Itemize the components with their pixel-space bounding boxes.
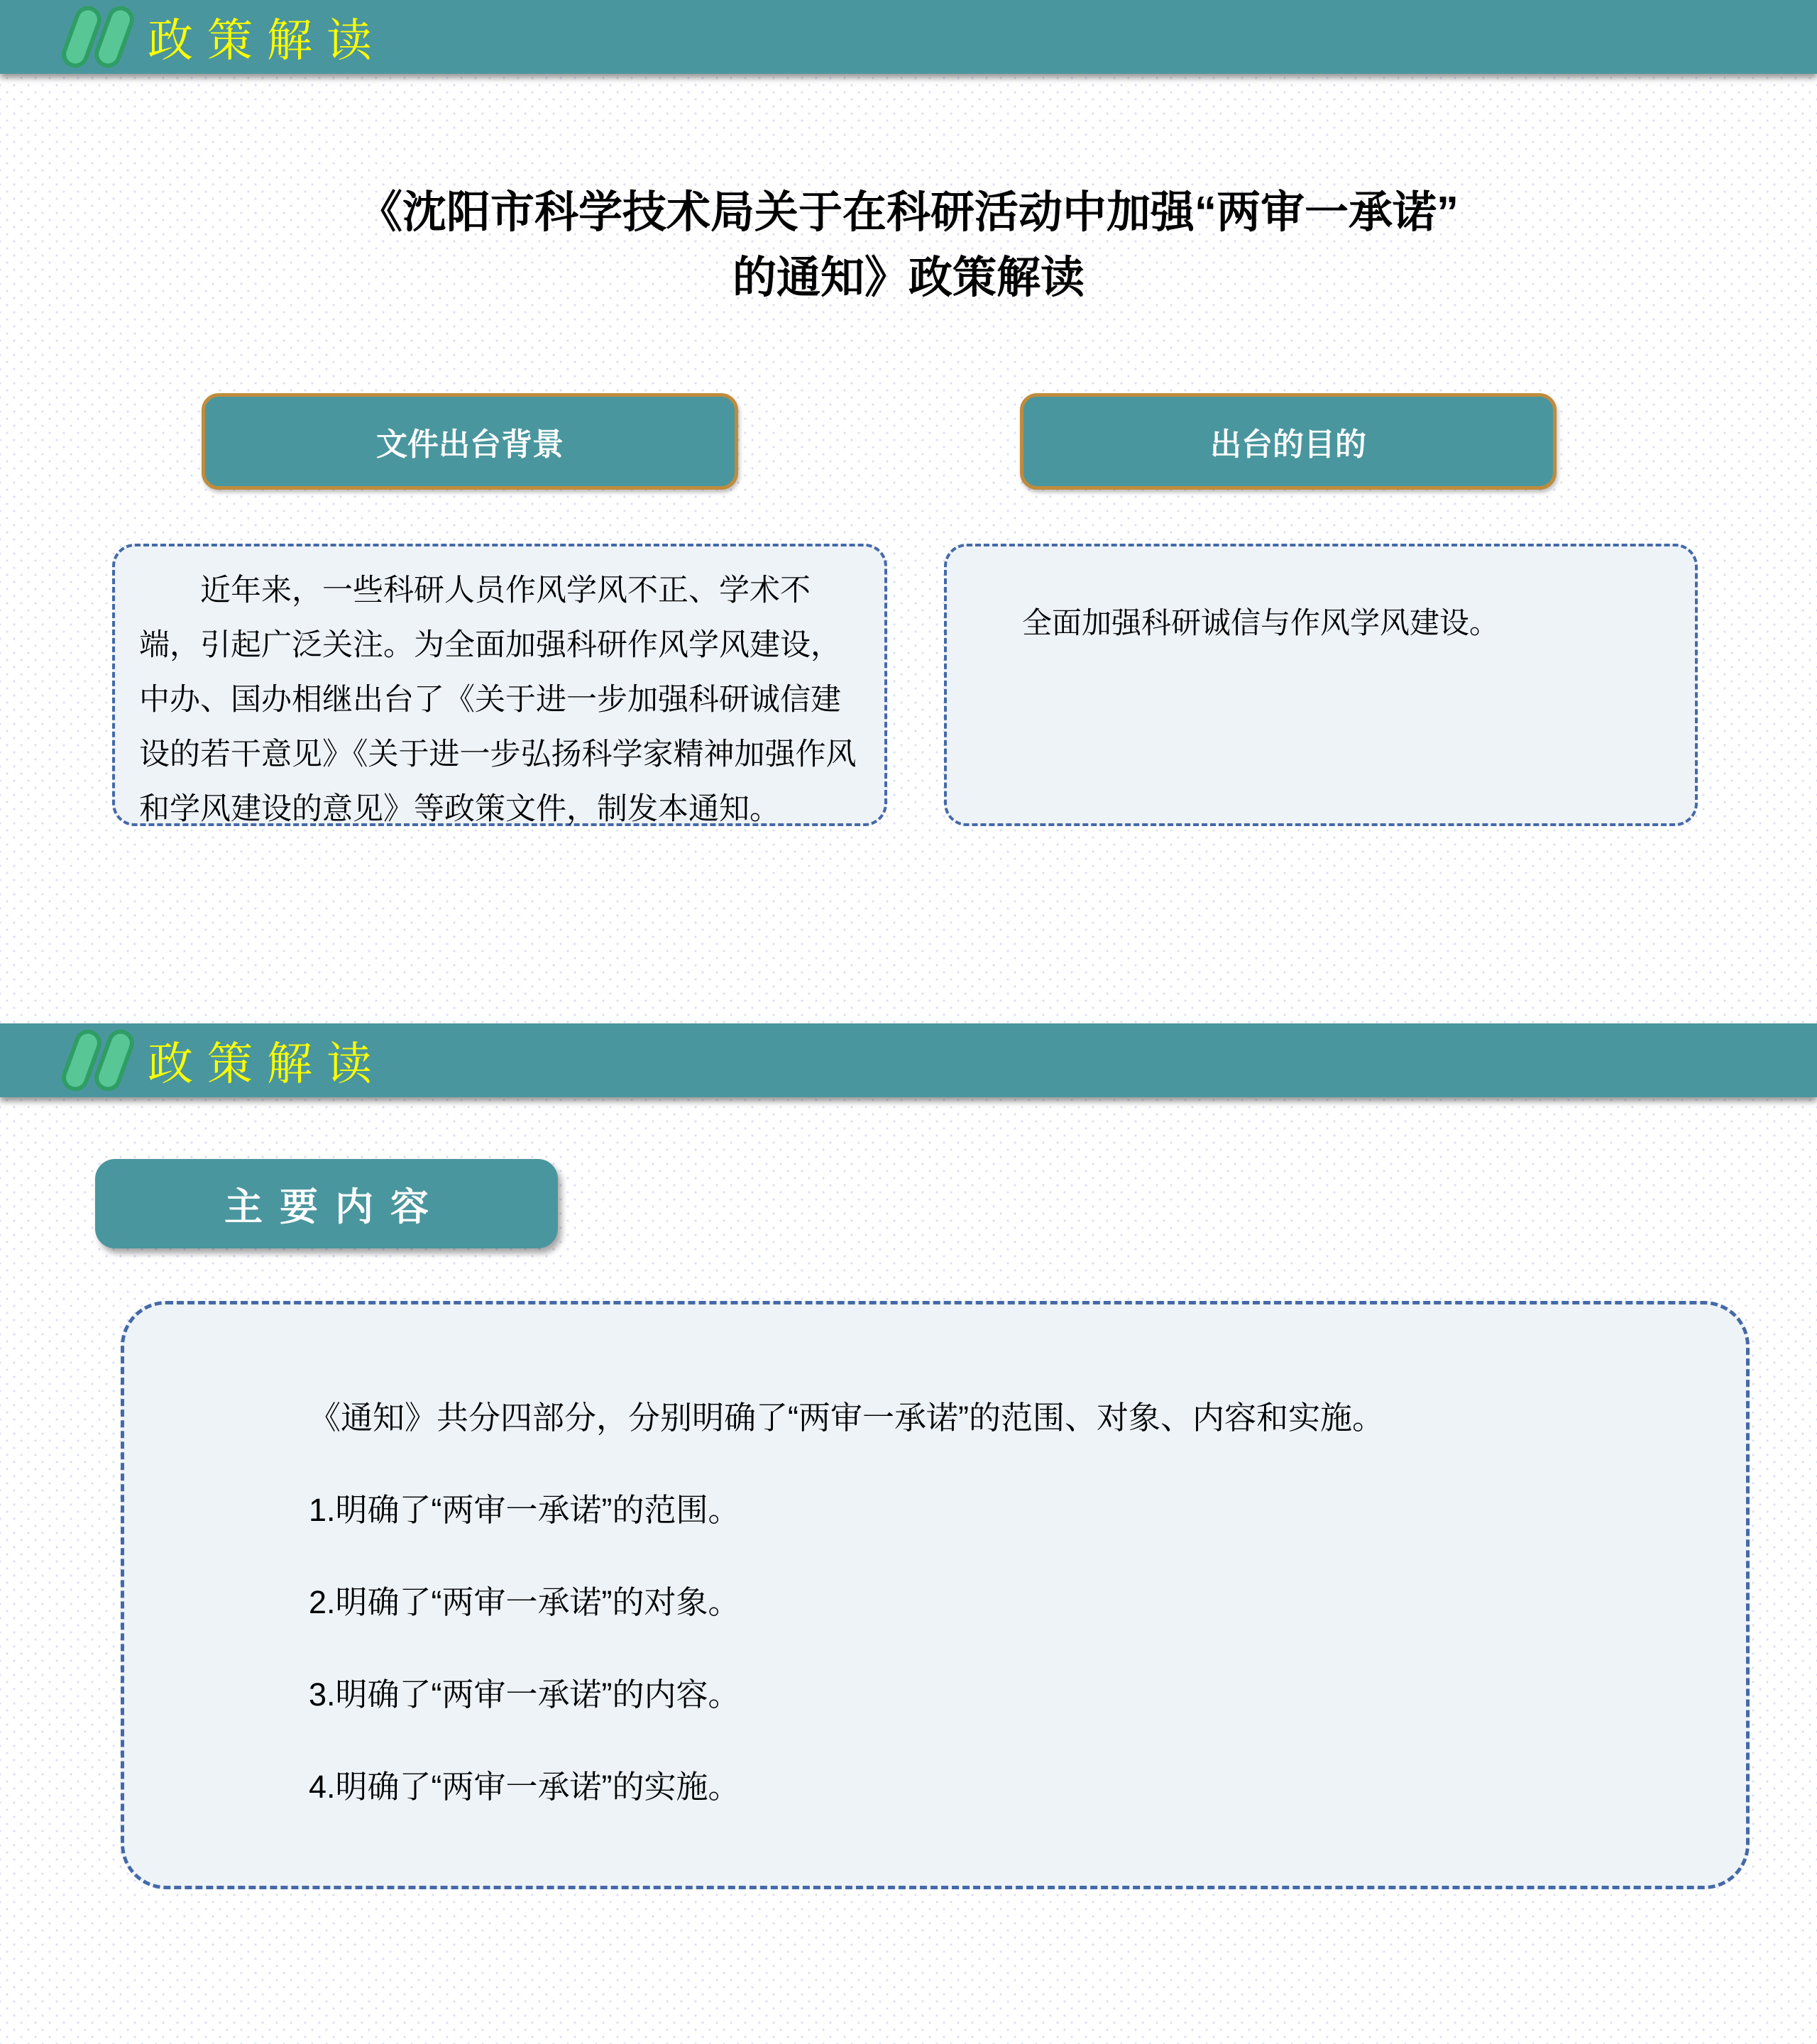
purpose-text-panel — [944, 544, 1698, 826]
purpose-header-label: 出台的目的 — [1210, 427, 1366, 462]
document-title-line1: 《沈阳市科学技术局关于在科研活动中加强“两审一承诺” — [358, 188, 1459, 237]
banner-title: 政策解读 — [148, 15, 386, 66]
double-slash-icon — [68, 5, 160, 69]
purpose-text: 全面加强科研诚信与作风学风建设。 — [1022, 606, 1500, 639]
main-content-item: 4.明确了“两审一承诺”的实施。 — [309, 1769, 740, 1805]
main-content-header-button — [95, 1159, 558, 1248]
main-content-item: 3.明确了“两审一承诺”的内容。 — [309, 1676, 740, 1713]
document-title-line2: 的通知》政策解读 — [732, 253, 1085, 302]
main-content-intro: 《通知》共分四部分，分别明确了“两审一承诺”的范围、对象、内容和实施。 — [309, 1400, 1384, 1436]
main-content-item: 1.明确了“两审一承诺”的范围。 — [309, 1492, 740, 1528]
banner-title: 政策解读 — [148, 1038, 386, 1089]
purpose-header-button — [1020, 393, 1557, 490]
double-slash-icon — [68, 1028, 160, 1092]
background-text-panel — [112, 544, 887, 826]
slide2-banner — [0, 1023, 1817, 1097]
main-content-panel — [121, 1301, 1750, 1889]
background-header-label: 文件出台背景 — [376, 427, 564, 462]
main-content-item: 2.明确了“两审一承诺”的对象。 — [309, 1584, 740, 1620]
background-header-button — [202, 393, 738, 490]
background-text: 近年来，一些科研人员作风学风不正、学术不端，引起广泛关注。为全面加强科研作风学风建设，中办、国办相继出台了《关于进一步加强科研诚信建设的若干意见》《关于进一步弘扬科学家精神加强作风和学风建设的意见》等政策文件，制发本通知。 — [139, 573, 857, 826]
slide1-banner — [0, 0, 1817, 74]
document-title — [0, 180, 1817, 311]
main-content-header-label: 主要内容 — [224, 1185, 446, 1229]
